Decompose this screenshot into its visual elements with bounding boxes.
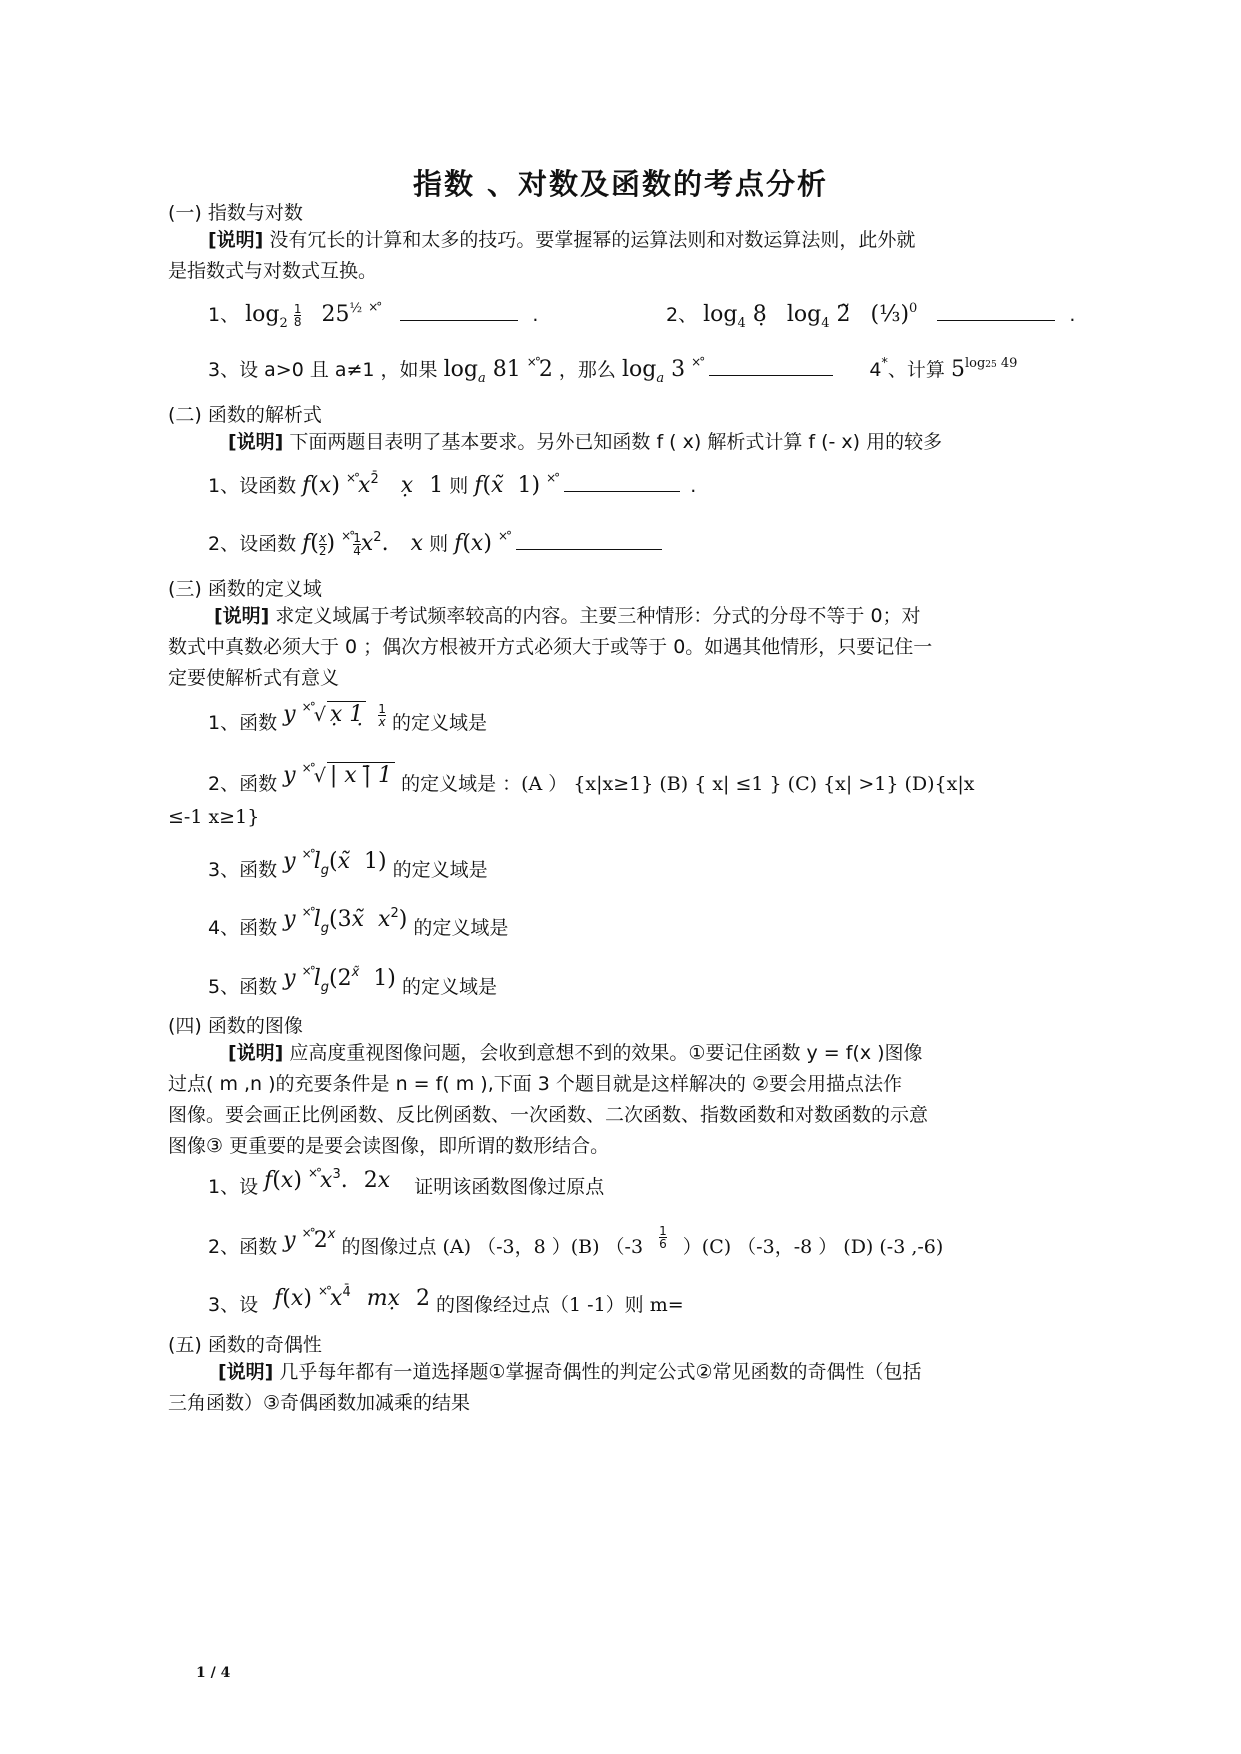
question-number: 2、 [666, 304, 698, 326]
question-text: 函数 [239, 917, 278, 939]
symbol-glyph: ×° [317, 1284, 331, 1298]
page-title: 指数 、对数及函数的考点分析 [412, 167, 829, 201]
section-heading-domain: (三) 函数的定义域 [168, 578, 322, 600]
question-3-5: 5、函数 y $^{\times^\circ}l_g(2^{x̃}$ 1) 的定义域是 [208, 964, 497, 998]
answer-blank[interactable] [516, 531, 662, 550]
math-expr: f [302, 531, 311, 556]
symbol-glyph: ×° [307, 1166, 321, 1180]
note-line: 定要使解析式有意义 [168, 667, 340, 689]
math-expr: $\log_2$ [245, 302, 288, 331]
note-line [214, 601, 921, 632]
note-line: 三角函数）③奇偶函数加减乘的结果 [168, 1392, 471, 1414]
fraction: $\frac{1}{6}$ [659, 1224, 667, 1251]
answer-blank[interactable] [937, 302, 1055, 321]
question-text: 的定义域是 [401, 976, 497, 998]
math-expr: $\log_a 3$ [621, 357, 686, 386]
note-line [218, 1357, 921, 1388]
symbol-glyph: ×° [301, 964, 314, 978]
question-text: 3、设 a>0 且 a≠1 ，如果 [208, 359, 438, 381]
note-tag: [说明] [228, 1042, 284, 1064]
section-heading-parity: (五) 函数的奇偶性 [168, 1334, 322, 1356]
question-4-2: 2、函数 y ×°2$^x$ 的图像过点 (A) （-3，8 ）(B) （-3 $\frac{1}{6}$ ）(C) （-3，-8 ） (D) (-3 ,-6) [208, 1224, 944, 1258]
question-number: 4 [869, 359, 882, 381]
symbol-glyph: ×° [526, 355, 539, 369]
note-tag: [说明] [218, 1361, 274, 1383]
symbol-glyph: ×° [301, 700, 314, 714]
question-3-4: 4、函数 y $^{\times^\circ}l_g(3x̃$ $x^2$) 的定义域是 [208, 905, 509, 939]
fraction: $\frac{1}{x}$ [378, 702, 386, 729]
question-1-2: 2、 $\log_4$ 8̣ $\log_4$ 2̃ (⅓)$^0$ . [666, 301, 1076, 331]
math-expr: $\log_4$ 8̣ [703, 302, 767, 331]
question-text: 函数 [239, 773, 278, 795]
page-number: 1 / 4 [196, 1665, 231, 1681]
answer-options: ）(C) （-3，-8 ） (D) (-3 ,-6) [682, 1236, 944, 1258]
math-expr: $\log_a 81$ [443, 357, 521, 386]
answer-options: 的图像过点 (A) （-3，8 ）(B) （-3 [341, 1236, 644, 1258]
question-1-1: 1、 $\log_2$ $\frac{1}{8}$ $25^{\frac{1}{2}}$ ×° . [208, 300, 539, 331]
question-2-2: 2、设函数 f( $\frac{x}{2}$ ) ×° $\frac{1}{4}$ $x^2$. x 则 f(x) ×° [208, 529, 662, 557]
question-3-3: 3、函数 y $^{\times^\circ}l_g(x̃$ 1) 的定义域是 [208, 847, 488, 881]
question-number: 2、 [208, 773, 240, 795]
question-text: 1、设 [208, 1176, 259, 1198]
question-4-1: 1、设 f(x) $^{\times^\circ}x^3$. 2x 证明该函数图像过原点 [208, 1166, 605, 1198]
question-text: 、计算 [887, 359, 945, 381]
symbol-glyph: ×° [341, 529, 354, 543]
note-line [228, 427, 942, 458]
question-4-3: 3、设 f(x) $^{\times^\circ}x^{4̄}$ mx̣ 2 的图像经过点（1 -1）则 m= [208, 1284, 684, 1316]
math-expr: $5^{log25 49}$ [950, 356, 1018, 382]
question-text: ，那么 [558, 359, 616, 381]
math-expr: (⅓)$^0$ [870, 301, 918, 327]
note-text: 下面两题目表明了基本要求。另外已知函数 f ( x) 解析式计算 f (- x) 用的较多 [283, 431, 943, 453]
note-line: 图像。要会画正比例函数、反比例函数、一次函数、二次函数、指数函数和对数函数的示意 [168, 1104, 929, 1126]
note-tag: [说明] [214, 605, 270, 627]
answer-blank[interactable] [400, 302, 518, 321]
question-text: 的定义域是 [391, 712, 487, 734]
question-number: 3、 [208, 859, 240, 881]
math-expr: $\log_4$ 2̃ [786, 302, 851, 331]
question-text: 2、函数 [208, 1236, 278, 1258]
question-text: 3、设 [208, 1294, 259, 1316]
symbol-glyph: ×° [497, 529, 511, 543]
sqrt-expr: | x |̄ 1 [327, 762, 395, 788]
question-2-1: 1、设函数 f(x) $^{\times^\circ}x^{2̄}$ x̣ 1 则 f(x̃ 1) ×° . [208, 471, 697, 498]
question-text: 1、设函数 [208, 475, 297, 497]
fraction: $\frac{1}{8}$ [293, 302, 302, 329]
math-expr: f [302, 473, 311, 498]
note-tag: [说明] [208, 229, 264, 251]
question-3-2: 2、函数 y ×°√ | x |̄ 1 的定义域是 ：(A ） {x|x≥1} (B) { x| ≤1 } (C) {x| >1} (D){x|x [208, 761, 975, 795]
question-text: 的定义域是 [392, 859, 488, 881]
question-1-3: 3、设 a>0 且 a≠1 ，如果 $\log_a 81$ ×°2 ，那么 $\log_a 3$ ×° 4*、计算 $5^{log25 49}$ [208, 355, 1018, 386]
question-text: 证明该函数图像过原点 [414, 1176, 605, 1198]
note-line: 是指数式与对数式互换。 [168, 260, 378, 282]
answer-options: 的定义域是 ：(A ） {x|x≥1} (B) { x| ≤1 } (C) {x| >1} (D){x|x [401, 773, 975, 795]
question-text: 则 [429, 533, 449, 555]
note-text: 应高度重视图像问题，会收到意想不到的效果。①要记住函数 y = f(x )图像 [283, 1042, 923, 1064]
sqrt-expr: x̣ 1̣ [327, 701, 366, 727]
note-tag: [说明] [228, 431, 284, 453]
symbol-glyph: ×° [301, 905, 314, 919]
question-text: 的图像经过点（1 -1）则 m= [436, 1294, 684, 1316]
section-heading-exponent-log: (一) 指数与对数 [168, 202, 303, 224]
note-text: 没有冗长的计算和太多的技巧。要掌握幂的运算法则和对数运算法则，此外就 [263, 229, 916, 251]
note-line [228, 1038, 923, 1069]
symbol-glyph: ×° [691, 355, 704, 369]
section-heading-graph: (四) 函数的图像 [168, 1015, 303, 1037]
symbol-glyph: ×° [301, 761, 314, 775]
symbol-glyph: ×° [301, 1226, 314, 1240]
note-line: 过点( m ,n )的充要条件是 n = f( m ),下面 3 个题目就是这样解决的 ②要会用描点法作 [168, 1073, 902, 1095]
question-number: 1、 [208, 712, 240, 734]
symbol-glyph: ×° [368, 300, 381, 314]
question-text: 函数 [239, 859, 278, 881]
note-text: 几乎每年都有一道选择题①掌握奇偶性的判定公式②常见函数的奇偶性（包括 [273, 1361, 922, 1383]
question-number: 5、 [208, 976, 240, 998]
answer-blank[interactable] [709, 357, 833, 376]
question-number: 4、 [208, 917, 240, 939]
note-text: 求定义域属于考试频率较高的内容。主要三种情形：分式的分母不等于 0；对 [269, 605, 921, 627]
question-number: 1、 [208, 304, 240, 326]
symbol-glyph: ×° [546, 471, 559, 485]
answer-blank[interactable] [564, 473, 680, 492]
question-text: 则 [449, 475, 469, 497]
question-text: 函数 [239, 976, 278, 998]
note-line: 数式中真数必须大于 0 ；偶次方根被开方式必须大于或等于 0。如遇其他情形，只要记住一 [168, 636, 933, 658]
symbol-glyph: ×° [345, 471, 359, 485]
question-text: 函数 [239, 712, 278, 734]
answer-options-cont: ≤-1 x≥1} [168, 806, 260, 828]
math-expr: $25^{\frac{1}{2}}$ [321, 301, 363, 327]
note-line [208, 225, 915, 256]
note-line: 图像③ 更重要的是要会读图像，即所谓的数形结合。 [168, 1135, 610, 1157]
symbol-glyph: ×° [301, 847, 314, 861]
section-heading-expression: (二) 函数的解析式 [168, 404, 322, 426]
question-text: 2、设函数 [208, 533, 297, 555]
question-3-1: 1、函数 y ×°√ x̣ 1̣ $\frac{1}{x}$ 的定义域是 [208, 700, 487, 734]
question-text: 的定义域是 [413, 917, 509, 939]
